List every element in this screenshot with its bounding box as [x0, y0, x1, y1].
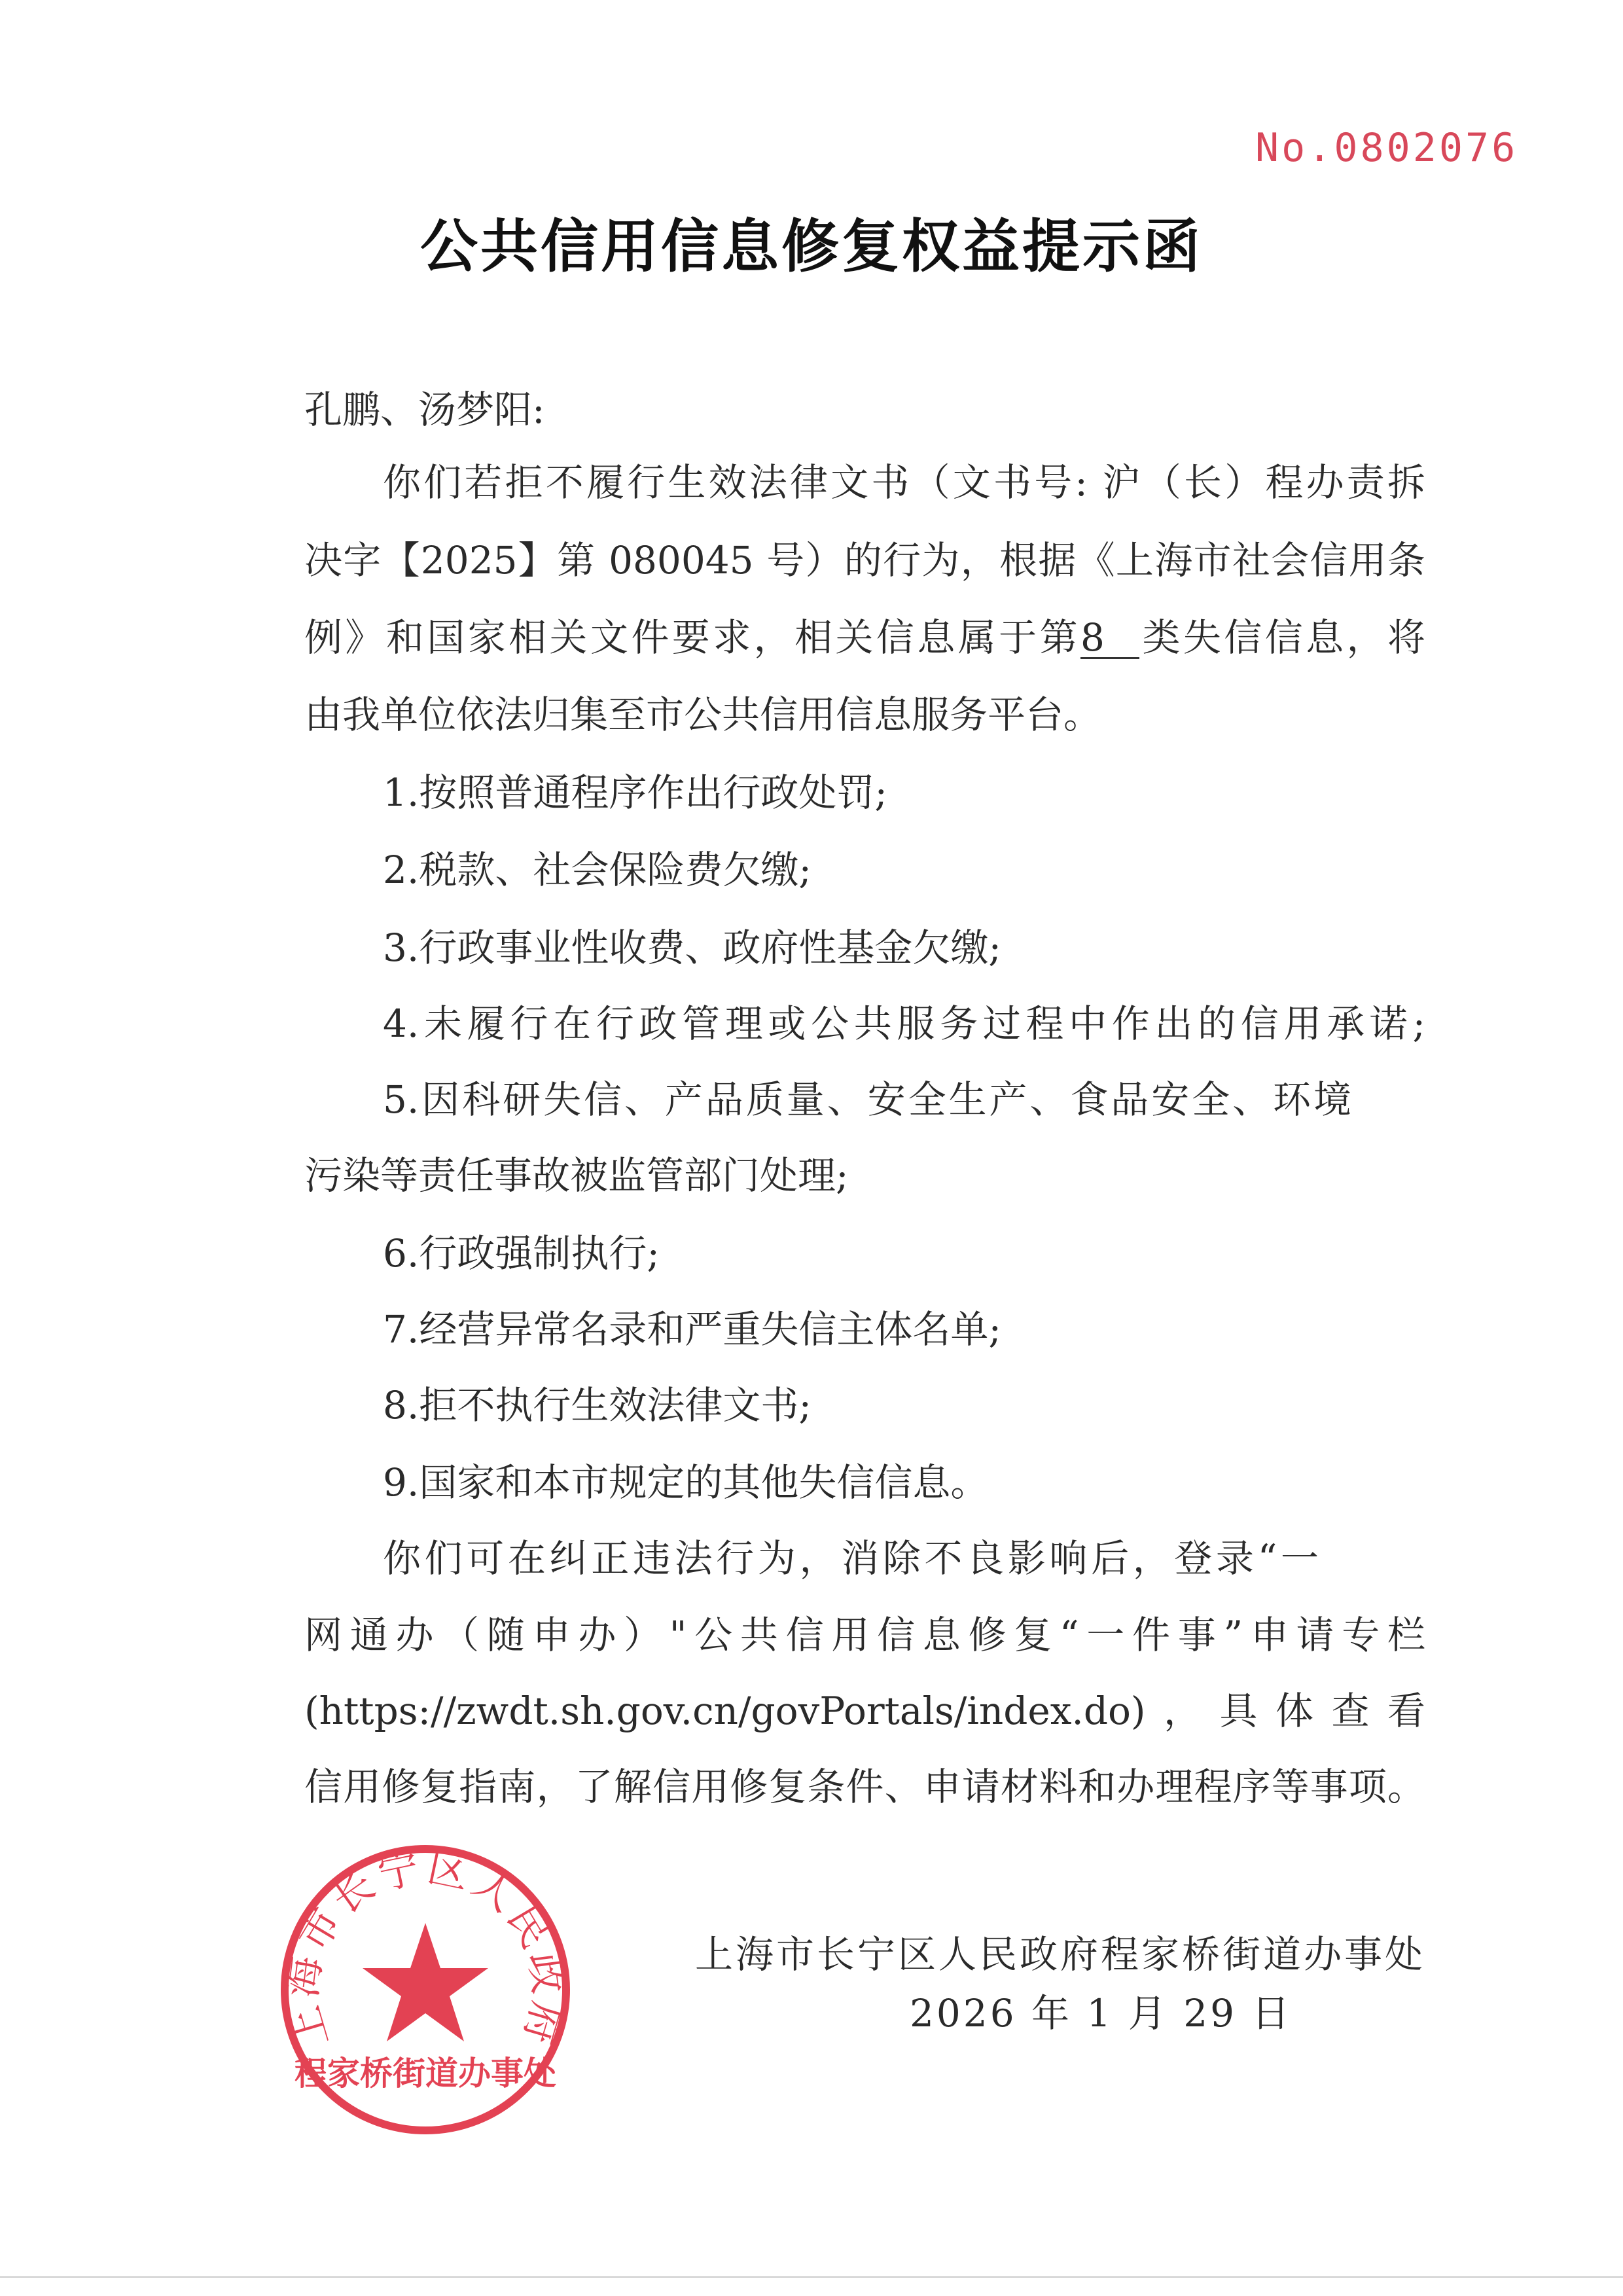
issuer-signature: 上海市长宁区人民政府程家桥街道办事处: [694, 1932, 1425, 1977]
para2-line: 信用修复指南，了解信用修复条件、申请材料和办理程序等事项。: [304, 1765, 1425, 1809]
para2-line: 网通办（随申办）"公共信用信息修复“一件事”申请专栏: [304, 1613, 1425, 1657]
list-item: 3.行政事业性收费、政府性基金欠缴;: [383, 925, 1001, 970]
document-title: 公共信用信息修复权益提示函: [419, 213, 1203, 280]
official-seal: [275, 1839, 576, 2140]
list-item: 4.未履行在行政管理或公共服务过程中作出的信用承诺;: [383, 1001, 1425, 1046]
page-edge-line: [0, 2276, 1623, 2278]
text: 类失信信息，将: [1139, 615, 1425, 660]
list-item: 5.因科研失信、产品质量、安全生产、食品安全、环境: [383, 1077, 1351, 1122]
seal-inner-text: 程家桥街道办事处: [294, 2054, 556, 2092]
list-item: 7.经营异常名录和严重失信主体名单;: [383, 1307, 1001, 1352]
list-item: 8.拒不执行生效法律文书;: [383, 1383, 812, 1427]
para1-line: 决字【2025】第 080045 号）的行为，根据《上海市社会信用条: [304, 538, 1425, 583]
issue-date: 2026 年 1 月 29 日: [910, 1991, 1293, 2036]
list-item: 污染等责任事故被监管部门处理;: [304, 1153, 849, 1198]
seal-outer-text: 上海市长宁区人民政府: [277, 1843, 573, 2053]
text: 例》和国家相关文件要求，相关信息属于第: [304, 615, 1081, 660]
para1-line: 由我单位依法归集至市公共信用信息服务平台。: [304, 692, 1102, 737]
para1-line: [304, 614, 1425, 661]
list-item: 9.国家和本市规定的其他失信信息。: [383, 1460, 989, 1505]
list-item: 2.税款、社会保险费欠缴;: [383, 848, 812, 892]
para2-line: 你们可在纠正违法行为，消除不良影响后，登录“一: [383, 1536, 1319, 1581]
salutation: 孔鹏、汤梦阳:: [304, 387, 545, 432]
list-item: 6.行政强制执行;: [383, 1231, 660, 1276]
para1-line: 你们若拒不履行生效法律文书（文书号: 沪（长）程办责拆: [383, 460, 1425, 505]
category-number-blank: 8: [1080, 618, 1139, 659]
para2-line: (https://zwdt.sh.gov.cn/govPortals/index.do)，具体查看: [304, 1689, 1425, 1733]
list-item: 1.按照普通程序作出行政处罚;: [383, 770, 887, 815]
star-icon: [363, 1923, 488, 2041]
serial-number: No.0802076: [1255, 125, 1518, 171]
